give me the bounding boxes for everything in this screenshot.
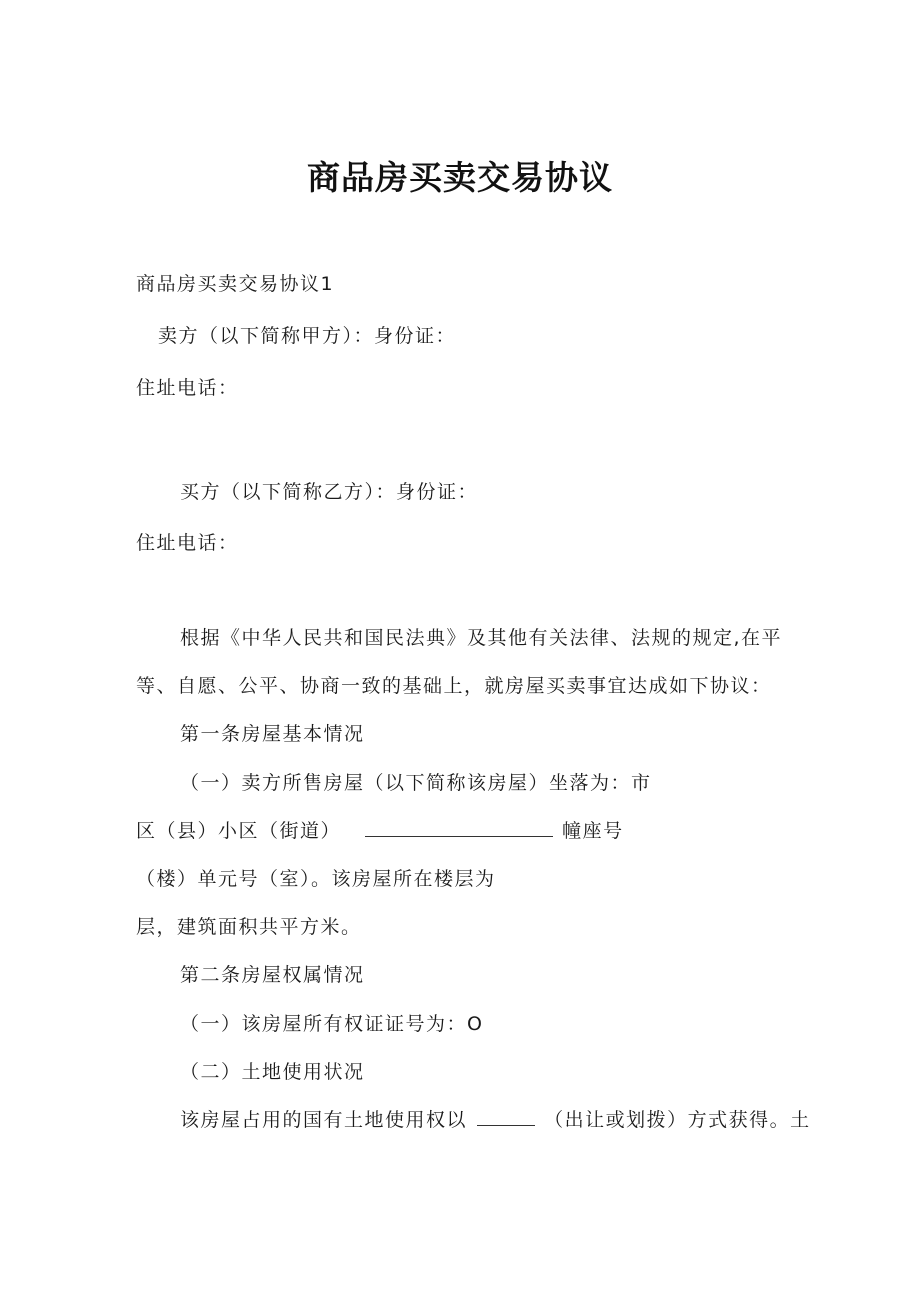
land-method-blank <box>477 1107 535 1126</box>
article-2-item-2: （二）土地使用状况 <box>180 1061 365 1083</box>
land-line-prefix: 该房屋占用的国有土地使用权以 <box>180 1109 468 1131</box>
seller-address-line: 住址电话： <box>136 377 239 399</box>
land-line-suffix: （出让或划拨）方式获得。土 <box>544 1109 811 1131</box>
buyer-line: 买方（以下简称乙方）：身份证： <box>180 481 479 503</box>
land-line <box>180 1107 811 1133</box>
address-line-suffix: 幢座号 <box>562 820 624 842</box>
floor-line: 层，建筑面积共平方米。 <box>136 916 362 938</box>
article-2-title: 第二条房屋权属情况 <box>180 964 365 986</box>
preamble-line-1: 根据《中华人民共和国民法典》及其他有关法律、法规的规定,在平 <box>180 627 783 649</box>
article-1-item-1: （一）卖方所售房屋（以下简称该房屋）坐落为：市 <box>180 772 652 794</box>
seller-line: 卖方（以下简称甲方）：身份证： <box>158 325 457 347</box>
address-line <box>136 818 624 844</box>
unit-line: （楼）单元号（室）。该房屋所在楼层为 <box>136 868 496 890</box>
address-line-prefix: 区（县）小区（街道） <box>136 820 342 842</box>
street-blank <box>365 818 553 837</box>
article-2-item-1: （一）该房屋所有权证证号为：O <box>180 1013 484 1035</box>
document-heading: 商品房买卖交易协议1 <box>136 273 335 295</box>
document-title: 商品房买卖交易协议 <box>307 158 613 197</box>
article-1-title: 第一条房屋基本情况 <box>180 723 365 745</box>
buyer-address-line: 住址电话： <box>136 532 239 554</box>
preamble-line-2: 等、自愿、公平、协商一致的基础上，就房屋买卖事宜达成如下协议： <box>136 675 772 697</box>
